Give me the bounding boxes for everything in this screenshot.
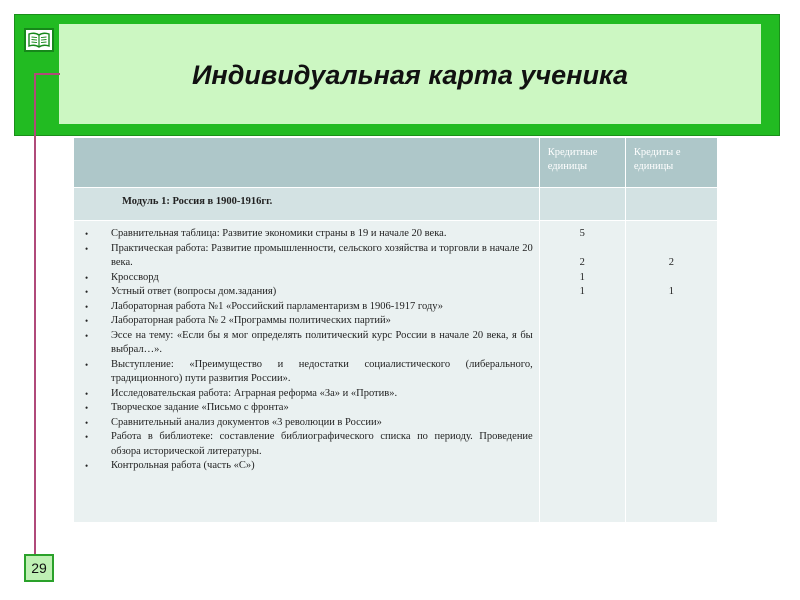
credits-cell-1 bbox=[539, 221, 625, 523]
credit-value bbox=[540, 242, 625, 257]
list-item: • Контрольная работа (часть «С») bbox=[74, 459, 533, 474]
decorative-connector-line bbox=[34, 73, 36, 558]
bullet-icon: • bbox=[85, 461, 89, 471]
bullet-icon: • bbox=[85, 272, 89, 283]
credit-value bbox=[626, 227, 717, 242]
list-item: • Лабораторная работа №1 «Российский парламентаризм в 1906-1917 году» bbox=[74, 300, 533, 315]
list-item: • Творческое задание «Письмо с фронта» bbox=[74, 401, 533, 416]
credit-value: 5 bbox=[579, 228, 585, 239]
book-icon bbox=[24, 28, 54, 52]
credit-value bbox=[626, 271, 717, 286]
bullet-icon: • bbox=[85, 403, 89, 413]
bullet-icon: • bbox=[85, 432, 89, 442]
credit-value: 1 bbox=[668, 286, 675, 297]
list-item: • Выступление: «Преимущество и недостатки социалистического (либерального, традиционного) пути развития России». bbox=[85, 358, 533, 384]
module-cell bbox=[74, 188, 540, 221]
module-row bbox=[74, 188, 718, 221]
tasks-row bbox=[74, 221, 718, 523]
credit-value: 2 bbox=[668, 257, 675, 268]
list-item: • Лабораторная работа № 2 «Программы политических партий» bbox=[74, 314, 533, 329]
credit-value: 1 bbox=[579, 286, 585, 297]
credits-values-1 bbox=[540, 221, 625, 300]
table-header-row bbox=[74, 138, 718, 188]
header-cell-empty bbox=[74, 138, 540, 188]
task-list bbox=[74, 221, 539, 474]
credits-values-2 bbox=[626, 221, 717, 300]
bullet-icon: • bbox=[85, 388, 89, 399]
credit-value: 1 bbox=[579, 271, 585, 283]
bullet-icon: • bbox=[85, 301, 89, 312]
bullet-icon: • bbox=[85, 359, 89, 370]
list-item: • Сравнительный анализ документов «3 революции в России» bbox=[74, 416, 533, 431]
slide-title: Индивидуальная карта ученика bbox=[192, 59, 628, 90]
header-cell-credits-2 bbox=[625, 138, 717, 188]
list-item: • Исследовательская работа: Аграрная реформа «За» и «Против». bbox=[74, 387, 533, 402]
list-item: • Практическая работа: Развитие промышленности, сельского хозяйства и торговли в начале 20 века. bbox=[85, 242, 533, 268]
module-cell-empty-a bbox=[539, 188, 625, 221]
header-credits-label: Кредитные единицы bbox=[547, 147, 598, 172]
list-item: • Сравнительная таблица: Развитие экономики страны в 19 и начале 20 века. bbox=[74, 227, 533, 242]
decorative-connector-tick bbox=[34, 73, 60, 75]
page-number: 29 bbox=[24, 554, 54, 582]
list-item: • Кроссворд bbox=[74, 271, 533, 286]
bullet-icon: • bbox=[85, 330, 89, 341]
module-cell-empty-b bbox=[625, 188, 717, 221]
bullet-icon: • bbox=[85, 243, 89, 254]
list-item: • Работа в библиотеке: составление библиографического списка по периоду. Проведение обзора исторической литературы. bbox=[85, 431, 533, 457]
list-item: • Устный ответ (вопросы дом.задания) bbox=[74, 285, 533, 300]
module-title: Модуль 1: Россия в 1900-1916гг. bbox=[122, 196, 273, 207]
header-credits-label-2: Кредиты е единицы bbox=[633, 147, 681, 172]
bullet-icon: • bbox=[85, 287, 89, 297]
credit-value bbox=[626, 242, 717, 257]
credit-value: 2 bbox=[579, 257, 585, 268]
tasks-cell bbox=[74, 221, 540, 523]
list-item: • Эссе на тему: «Если бы я мог определять политический курс России в начале 20 века, я бы выбрал…». bbox=[85, 329, 533, 355]
bullet-icon: • bbox=[85, 417, 89, 428]
bullet-icon: • bbox=[85, 316, 89, 326]
credits-table bbox=[73, 137, 718, 523]
header-cell-credits bbox=[539, 138, 625, 188]
credits-cell-2 bbox=[625, 221, 717, 523]
bullet-icon: • bbox=[85, 229, 89, 239]
